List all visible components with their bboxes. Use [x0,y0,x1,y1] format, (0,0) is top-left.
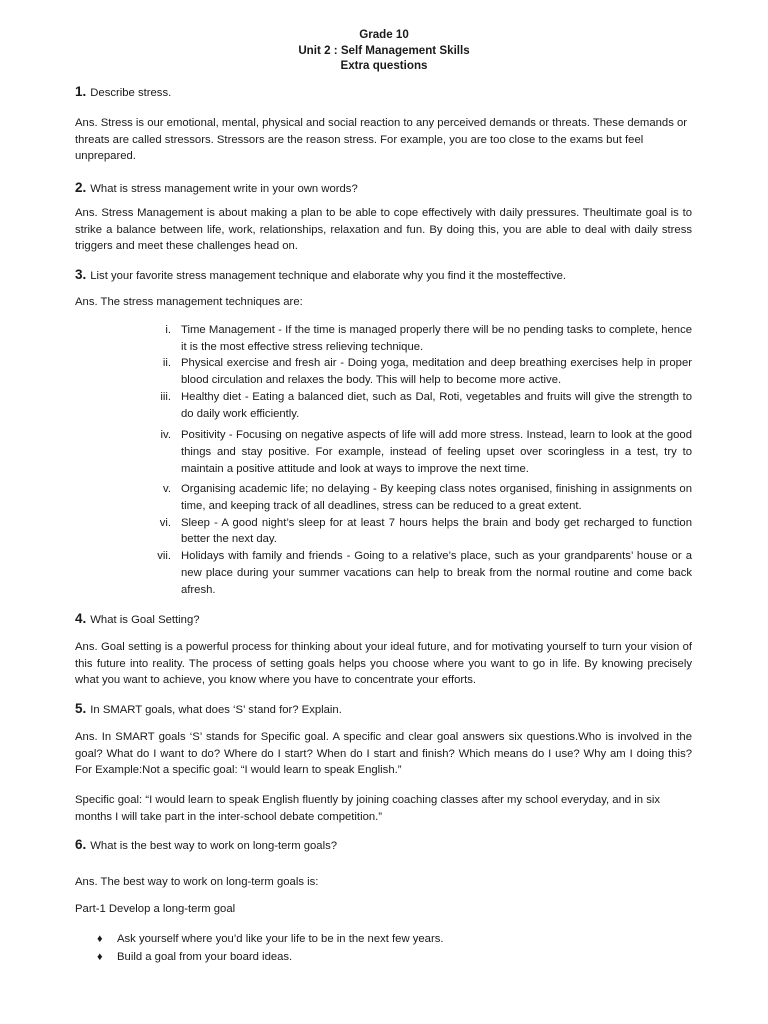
question-3 [75,267,692,285]
question-number: 3. [75,267,87,282]
answer-5: Ans. In SMART goals ‘S’ stands for Specific goal. A specific and clear goal answers six questions.Who is involved in the goal? What do I want to do? Where do I start? When do I start and finish? Which means do I use? Why am I doing this? For Example:Not a specific goal: “I would learn to speak English.” [75,731,692,777]
answer-2: Ans. Stress Management is about making a plan to be able to cope effectively with daily pressures. Theultimate goal is to strike a balance between life, work, relationships, relaxation and fun. By doing this, you are able to deal with daily stress triggers and meet these challenges head on. [75,207,692,253]
question-1 [75,84,692,102]
subtitle: Extra questions [340,59,428,72]
part-heading: Part-1 Develop a long-term goal [75,903,236,915]
question-6 [75,837,692,855]
question-number: 1. [75,84,87,99]
answer-3-intro: Ans. The stress management techniques are: [75,296,303,308]
unit-title: Unit 2 : Self Management Skills [298,43,470,57]
document-header [0,27,768,74]
technique-text: Positivity - Focusing on negative aspects of life will add more stress. Instead, learn to look at the good things and stay positive. For example, instead of feeling upset over scoringless in a test, try to maintain a positive attitude and look at ways to improve the next time. [181,429,692,475]
list-item [97,948,677,966]
list-item [162,355,692,388]
answer-6: Ans. The best way to work on long-term goals is: [75,876,319,888]
question-number: 5. [75,701,87,716]
list-item [97,930,677,948]
roman-numeral: v. [163,483,171,496]
bullet-text: Ask yourself where you’d like your life to be in the next few years. [117,933,444,945]
question-text: What is Goal Setting? [90,614,200,626]
roman-numeral: vi. [159,516,171,529]
technique-text: Time Management - If the time is managed properly there will be no pending tasks to complete, hence it is the most effective stress relieving technique. [181,324,692,353]
technique-text: Healthy diet - Eating a balanced diet, such as Dal, Roti, vegetables and fruits will give the strength to do daily work efficiently. [181,390,692,420]
goal-bullet-list [97,930,677,966]
question-text: In SMART goals, what does ‘S’ stand for? Explain. [90,704,342,716]
list-item [157,548,692,598]
roman-numeral: ii. [162,357,171,370]
question-text: What is the best way to work on long-term goals? [90,840,338,852]
roman-numeral: iv. [160,429,171,442]
bullet-icon: ♦ [97,933,103,945]
question-text: Describe stress. [90,87,172,99]
answer-1: Ans. Stress is our emotional, mental, physical and social reaction to any perceived demands or threats. These demands or threats are called stressors. Stressors are the reason stress. For example, you are too close to the exams but feel unprepared. [75,117,688,163]
bullet-icon: ♦ [97,951,103,963]
question-4 [75,611,692,629]
grade-title: Grade 10 [359,28,409,41]
specific-goal-example: Specific goal: “I would learn to speak English fluently by joining coaching classes after my school everyday, and in six months I will take part in the inter-school debate competition.” [75,794,661,823]
technique-text: Sleep - A good night’s sleep for at least 7 hours helps the brain and body get recharged to function better the next day. [181,516,692,546]
list-item [160,389,692,422]
bullet-text: Build a goal from your board ideas. [117,951,293,963]
question-text: What is stress management write in your own words? [90,183,358,195]
list-item [160,427,692,477]
list-item [163,481,692,514]
technique-text: Holidays with family and friends - Going to a relative’s place, such as your grandparents’ house or a new place during your summer vacations can help to break from the normal routine and come back afresh. [181,550,692,596]
technique-text: Physical exercise and fresh air - Doing yoga, meditation and deep breathing exercises help in proper blood circulation and relaxes the body. This will help to become more active. [181,357,692,387]
technique-list [157,322,692,598]
question-number: 4. [75,611,87,626]
list-item [165,322,692,355]
roman-numeral: vii. [157,550,171,563]
question-5 [75,701,692,719]
question-number: 6. [75,837,87,852]
roman-numeral: iii. [160,390,171,403]
roman-numeral: i. [165,324,171,336]
question-2 [75,180,692,198]
technique-text: Organising academic life; no delaying - By keeping class notes organised, finishing in assignments on time, and keeping track of all deadlines, stress can be reduced to a great extent. [181,483,692,513]
question-number: 2. [75,180,87,195]
list-item [159,515,692,548]
question-text: List your favorite stress management technique and elaborate why you find it the mosteffective. [90,270,567,282]
answer-4: Ans. Goal setting is a powerful process for thinking about your ideal future, and for motivating yourself to turn your vision of this future into reality. The process of setting goals helps you choose where you want to go in life. By knowing precisely what you want to achieve, you know where you have to concentrate your efforts. [75,641,692,687]
